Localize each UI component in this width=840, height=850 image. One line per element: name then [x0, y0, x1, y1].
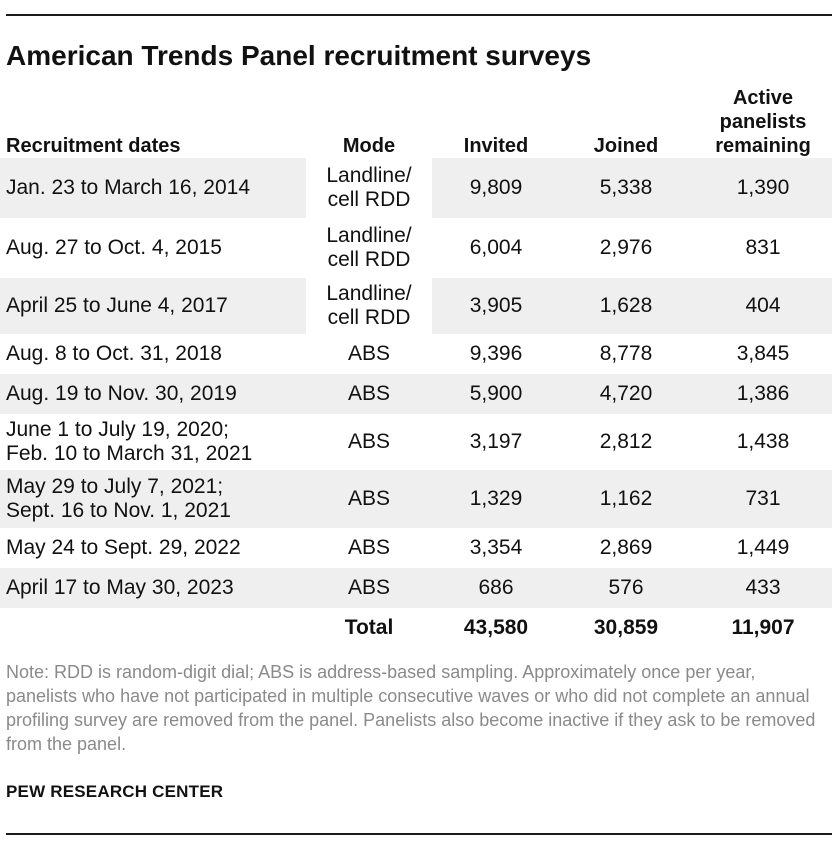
cell-mode-line: Landline/ [326, 224, 412, 247]
cell-recruitment-dates-line: May 29 to July 7, 2021; [6, 475, 224, 498]
cell-joined-line: 576 [608, 576, 644, 599]
cell-invited [436, 414, 556, 470]
cell-invited [436, 334, 556, 374]
cell-recruitment-dates-text [6, 536, 241, 560]
cell-joined [566, 158, 686, 218]
cell-recruitment-dates-line: Feb. 10 to March 31, 2021 [6, 442, 253, 465]
footnote: Note: RDD is random-digit dial; ABS is address-based sampling. Approximately once per year, panelists who have not participated in multiple consecutive waves or who did not complete an annual profiling survey are removed from the panel. Panelists also become inactive if they ask to be removed from the panel. [6, 662, 816, 754]
cell-recruitment-dates-line: April 17 to May 30, 2023 [6, 576, 234, 599]
cell-recruitment-dates [6, 470, 306, 528]
cell-joined-line: 1,162 [599, 487, 653, 510]
header-invited: Invited [463, 135, 529, 157]
cell-invited [436, 218, 556, 278]
cell-recruitment-dates [6, 414, 306, 470]
cell-mode-text [326, 164, 411, 212]
cell-mode-line: ABS [347, 536, 391, 559]
cell-recruitment-dates [6, 278, 306, 334]
total-invited: 43,580 [463, 616, 529, 639]
cell-active-text [737, 176, 790, 200]
cell-mode [306, 334, 432, 374]
cell-recruitment-dates-text [6, 576, 234, 600]
header-mode: Mode [342, 135, 396, 157]
header-recruitment-dates: Recruitment dates [6, 135, 181, 157]
cell-mode [306, 218, 432, 278]
cell-invited [436, 374, 556, 414]
cell-joined-line: 5,338 [599, 176, 653, 199]
cell-mode-text [348, 487, 390, 511]
cell-active-text [745, 236, 780, 260]
cell-joined [566, 278, 686, 334]
cell-mode-text [348, 382, 390, 406]
cell-mode-text [348, 576, 390, 600]
cell-active [700, 218, 826, 278]
cell-active [700, 158, 826, 218]
cell-active-text [737, 536, 790, 560]
cell-invited-line: 3,197 [469, 430, 523, 453]
cell-mode-line: cell RDD [327, 306, 411, 329]
cell-active-text [737, 382, 790, 406]
cell-mode-line: Landline/ [326, 164, 412, 187]
cell-invited-text [470, 382, 523, 406]
cell-mode-line: cell RDD [327, 248, 411, 271]
cell-recruitment-dates-line: Aug. 27 to Oct. 4, 2015 [6, 236, 222, 259]
cell-mode [306, 470, 432, 528]
cell-invited [436, 568, 556, 608]
source-label: PEW RESEARCH CENTER [6, 782, 224, 801]
cell-active-line: 831 [745, 236, 781, 259]
cell-invited-line: 3,905 [469, 294, 523, 317]
cell-active [700, 334, 826, 374]
cell-mode-text [326, 224, 411, 272]
cell-invited-line: 6,004 [469, 236, 523, 259]
cell-invited-line: 9,396 [469, 342, 523, 365]
cell-mode-line: ABS [347, 382, 391, 405]
cell-joined [566, 334, 686, 374]
cell-mode-line: Landline/ [326, 282, 412, 305]
cell-joined [566, 568, 686, 608]
cell-active-line: 1,438 [736, 430, 790, 453]
cell-recruitment-dates-line: June 1 to July 19, 2020; [6, 418, 229, 441]
cell-joined-line: 8,778 [599, 342, 653, 365]
header-active-panelists [700, 86, 826, 158]
cell-joined [566, 374, 686, 414]
cell-recruitment-dates-line: Sept. 16 to Nov. 1, 2021 [6, 499, 231, 522]
cell-invited-line: 1,329 [469, 487, 523, 510]
cell-joined-line: 1,628 [599, 294, 653, 317]
cell-recruitment-dates [6, 218, 306, 278]
cell-active-text [745, 294, 780, 318]
cell-joined [566, 414, 686, 470]
cell-mode-line: ABS [347, 342, 391, 365]
cell-mode [306, 568, 432, 608]
cell-joined-line: 2,869 [599, 536, 653, 559]
cell-invited-line: 686 [478, 576, 514, 599]
total-label: Total [344, 616, 394, 639]
cell-invited [436, 528, 556, 568]
cell-active-line: 731 [745, 487, 781, 510]
cell-mode-text [348, 430, 390, 454]
cell-invited [436, 470, 556, 528]
cell-active-line: 1,386 [736, 382, 790, 405]
cell-active-text [745, 576, 780, 600]
cell-active-line: 3,845 [736, 342, 790, 365]
cell-active-line: 433 [745, 576, 781, 599]
cell-active-line: 1,390 [736, 176, 790, 199]
cell-invited-text [478, 576, 513, 600]
cell-joined-text [600, 342, 653, 366]
cell-joined-text [600, 176, 653, 200]
cell-active-line: 1,449 [736, 536, 790, 559]
header-active-line: Active [732, 87, 794, 109]
cell-joined-text [600, 236, 653, 260]
cell-recruitment-dates-line: Aug. 8 to Oct. 31, 2018 [6, 342, 222, 365]
header-active-line: panelists [719, 111, 807, 133]
cell-active [700, 528, 826, 568]
bottom-rule [6, 833, 832, 835]
cell-invited-text [470, 294, 523, 318]
cell-recruitment-dates [6, 374, 306, 414]
cell-active-text [745, 487, 780, 511]
cell-joined-line: 4,720 [599, 382, 653, 405]
cell-invited-line: 5,900 [469, 382, 523, 405]
cell-mode-text [348, 342, 390, 366]
cell-mode [306, 278, 432, 334]
cell-joined-text [600, 294, 653, 318]
cell-invited-text [470, 176, 523, 200]
cell-active [700, 414, 826, 470]
cell-active-text [737, 342, 790, 366]
cell-invited-line: 9,809 [469, 176, 523, 199]
cell-recruitment-dates [6, 334, 306, 374]
header-active-line: remaining [715, 135, 811, 157]
cell-invited [436, 158, 556, 218]
cell-joined [566, 218, 686, 278]
cell-mode [306, 158, 432, 218]
cell-active-line: 404 [745, 294, 781, 317]
cell-invited-text [470, 342, 523, 366]
cell-joined-text [600, 430, 653, 454]
total-joined: 30,859 [593, 616, 659, 639]
cell-invited-text [470, 430, 523, 454]
cell-active [700, 278, 826, 334]
cell-mode [306, 374, 432, 414]
cell-joined-text [600, 536, 653, 560]
cell-recruitment-dates-text [6, 294, 228, 318]
cell-joined-line: 2,976 [599, 236, 653, 259]
cell-joined-text [600, 487, 653, 511]
cell-joined-text [600, 382, 653, 406]
cell-joined-text [608, 576, 643, 600]
cell-mode-line: ABS [347, 576, 391, 599]
cell-recruitment-dates [6, 158, 306, 218]
cell-recruitment-dates-text [6, 342, 222, 366]
cell-joined [566, 470, 686, 528]
cell-mode-line: cell RDD [327, 188, 411, 211]
cell-recruitment-dates-line: Aug. 19 to Nov. 30, 2019 [6, 382, 237, 405]
total-active: 11,907 [731, 616, 795, 639]
cell-mode-text [326, 282, 411, 330]
cell-recruitment-dates-line: May 24 to Sept. 29, 2022 [6, 536, 241, 559]
header-joined: Joined [593, 135, 659, 157]
cell-mode [306, 528, 432, 568]
cell-recruitment-dates [6, 568, 306, 608]
cell-recruitment-dates-text [6, 382, 237, 406]
cell-recruitment-dates-text [6, 418, 252, 466]
cell-mode-line: ABS [347, 430, 391, 453]
cell-invited-text [470, 487, 523, 511]
cell-invited-text [470, 536, 523, 560]
cell-active [700, 568, 826, 608]
cell-recruitment-dates-text [6, 475, 231, 523]
top-rule [6, 14, 832, 16]
cell-mode-text [348, 536, 390, 560]
cell-mode-line: ABS [347, 487, 391, 510]
cell-recruitment-dates-line: Jan. 23 to March 16, 2014 [6, 176, 250, 199]
cell-mode [306, 414, 432, 470]
cell-active [700, 470, 826, 528]
cell-recruitment-dates-text [6, 236, 222, 260]
cell-active-text [737, 430, 790, 454]
cell-joined [566, 528, 686, 568]
page-title: American Trends Panel recruitment surveys [6, 40, 592, 71]
cell-joined-line: 2,812 [599, 430, 653, 453]
cell-recruitment-dates-line: April 25 to June 4, 2017 [6, 294, 228, 317]
cell-recruitment-dates [6, 528, 306, 568]
cell-active [700, 374, 826, 414]
cell-invited-line: 3,354 [469, 536, 523, 559]
cell-recruitment-dates-text [6, 176, 250, 200]
cell-invited [436, 278, 556, 334]
cell-invited-text [470, 236, 523, 260]
